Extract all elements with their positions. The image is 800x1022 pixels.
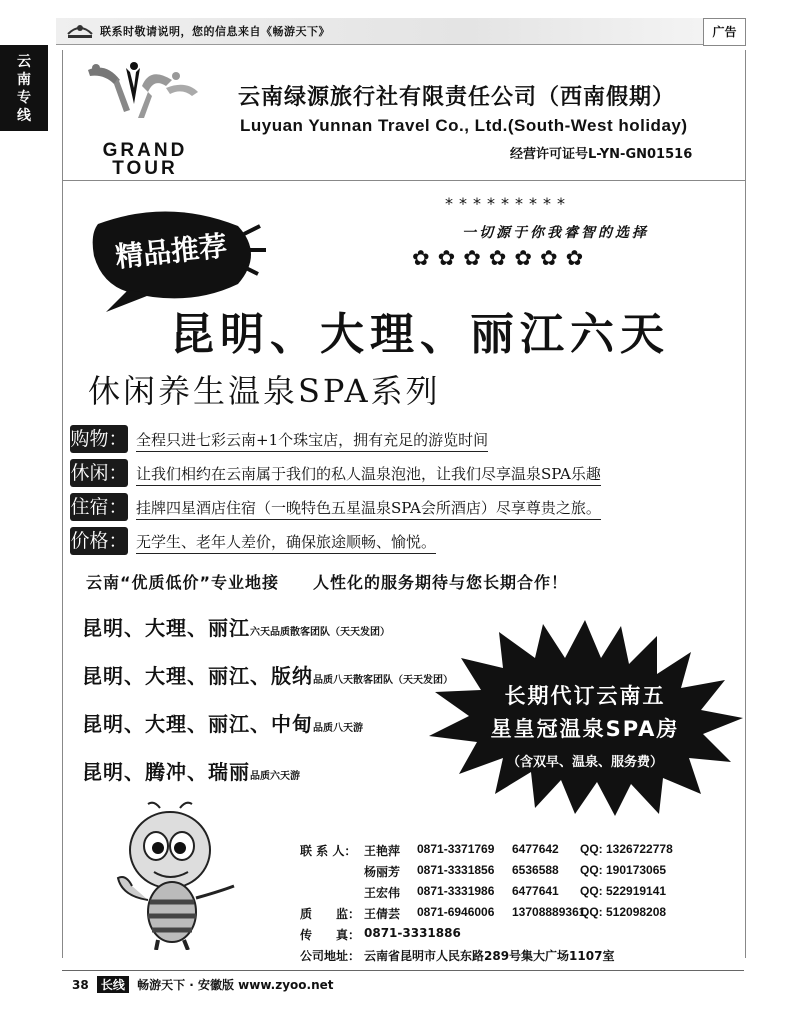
recommend-label: 精品推荐 xyxy=(113,229,229,274)
supervisor-label: 质 监： xyxy=(300,907,361,921)
address-label: 公司地址： xyxy=(300,949,361,963)
feature-key-price: 价格： xyxy=(70,527,128,555)
tagline: 一切源于你我睿智的选择 xyxy=(462,225,649,241)
promo-line: 云南“优质低价”专业地接 人性化的服务期待与您长期合作！ xyxy=(86,573,569,592)
contact-qq: QQ: 190173065 xyxy=(580,863,667,877)
contact-phone-2: 6477641 xyxy=(512,884,559,898)
route-title: 昆明、大理、丽江六天 xyxy=(170,309,670,360)
burst-line-3: （含双早、温泉、服务费） xyxy=(506,755,663,770)
feature-text-price: 无学生、老年人差价，确保旅途顺畅、愉悦。 xyxy=(136,531,436,554)
feature-text-shopping: 全程只进七彩云南+1个珠宝店，拥有充足的游览时间 xyxy=(136,429,488,452)
logo-text xyxy=(80,142,210,178)
section-tab-label: 云南专线 xyxy=(17,54,31,124)
supervisor-name: 王倩芸 xyxy=(364,907,401,921)
star-decoration: ********* xyxy=(445,194,571,213)
burst-line-1: 长期代订云南五 xyxy=(504,684,666,708)
route-main: 昆明、腾冲、瑞丽 xyxy=(82,760,250,784)
feature-key-lodging: 住宿： xyxy=(70,493,128,521)
contact-qq: QQ: 522919141 xyxy=(580,884,667,898)
feature-key-shopping: 购物： xyxy=(70,425,128,453)
contact-phone: 0871-3331986 xyxy=(417,884,495,898)
publication-logo-icon xyxy=(64,20,96,40)
contact-name: 王艳萍 xyxy=(364,844,401,858)
series-title: 休闲养生温泉SPA系列 xyxy=(88,372,441,410)
section-tab xyxy=(0,45,48,131)
fax-label: 传 真： xyxy=(300,928,361,942)
route-main: 昆明、大理、丽江、中甸 xyxy=(82,712,313,736)
supervisor-qq: QQ: 512098208 xyxy=(580,905,667,919)
route-item xyxy=(82,756,300,785)
grand-tour-logo-icon xyxy=(78,58,208,148)
fax-number: 0871-3331886 xyxy=(364,926,461,940)
license-number: 经营许可证号L-YN-GN01516 xyxy=(510,147,693,162)
section-badge: 长线 xyxy=(97,976,129,993)
bee-mascot-icon xyxy=(108,800,240,950)
logo-line-2: TOUR xyxy=(112,158,178,179)
route-item xyxy=(82,612,390,641)
supervisor-mobile: 13708889361 xyxy=(512,905,586,919)
page-number: 38 xyxy=(72,978,89,992)
feature-key-leisure: 休闲： xyxy=(70,459,128,487)
page-footer xyxy=(72,976,334,993)
contact-name: 杨丽芳 xyxy=(364,865,401,879)
feature-text-leisure: 让我们相约在云南属于我们的私人温泉泡池，让我们尽享温泉SPA乐趣 xyxy=(136,463,601,486)
route-item xyxy=(82,708,363,737)
route-sub: 品质八天游 xyxy=(313,723,363,734)
route-item xyxy=(82,660,453,689)
contact-phone: 0871-3331856 xyxy=(417,863,495,877)
route-sub: 六天品质散客团队（天天发团） xyxy=(250,627,390,638)
ad-tag: 广告 xyxy=(703,18,746,46)
supervisor-phone: 0871-6946006 xyxy=(417,905,495,919)
route-main: 昆明、大理、丽江、版纳 xyxy=(82,664,313,688)
contact-label: 联 系 人： xyxy=(300,844,357,858)
contact-qq: QQ: 1326722778 xyxy=(580,842,673,856)
logo-line-1: GRAND xyxy=(102,140,188,161)
source-note: 联系时敬请说明，您的信息来自《畅游天下》 xyxy=(100,25,330,38)
company-address: 云南省昆明市人民东路289号集大广场1107室 xyxy=(364,949,615,963)
route-sub: 品质八天散客团队（天天发团） xyxy=(313,675,453,686)
contact-phone: 0871-3371769 xyxy=(417,842,495,856)
contact-name: 王宏伟 xyxy=(364,886,401,900)
flower-decoration: ✿✿✿✿✿✿✿ xyxy=(412,246,592,270)
route-main: 昆明、大理、丽江 xyxy=(82,616,250,640)
feature-text-lodging: 挂牌四星酒店住宿（一晚特色五星温泉SPA会所酒店）尽享尊贵之旅。 xyxy=(136,497,601,520)
route-sub: 品质六天游 xyxy=(250,771,300,782)
company-name-cn: 云南绿源旅行社有限责任公司（西南假期） xyxy=(238,85,676,110)
publication-info: 畅游天下 · 安徽版 www.zyoo.net xyxy=(137,978,334,992)
footer-divider xyxy=(62,970,744,971)
contact-phone-2: 6536588 xyxy=(512,863,559,877)
burst-line-2: 星皇冠温泉SPA房 xyxy=(490,717,680,741)
contact-phone-2: 6477642 xyxy=(512,842,559,856)
company-name-en: Luyuan Yunnan Travel Co., Ltd.(South-West holiday) xyxy=(240,116,688,135)
